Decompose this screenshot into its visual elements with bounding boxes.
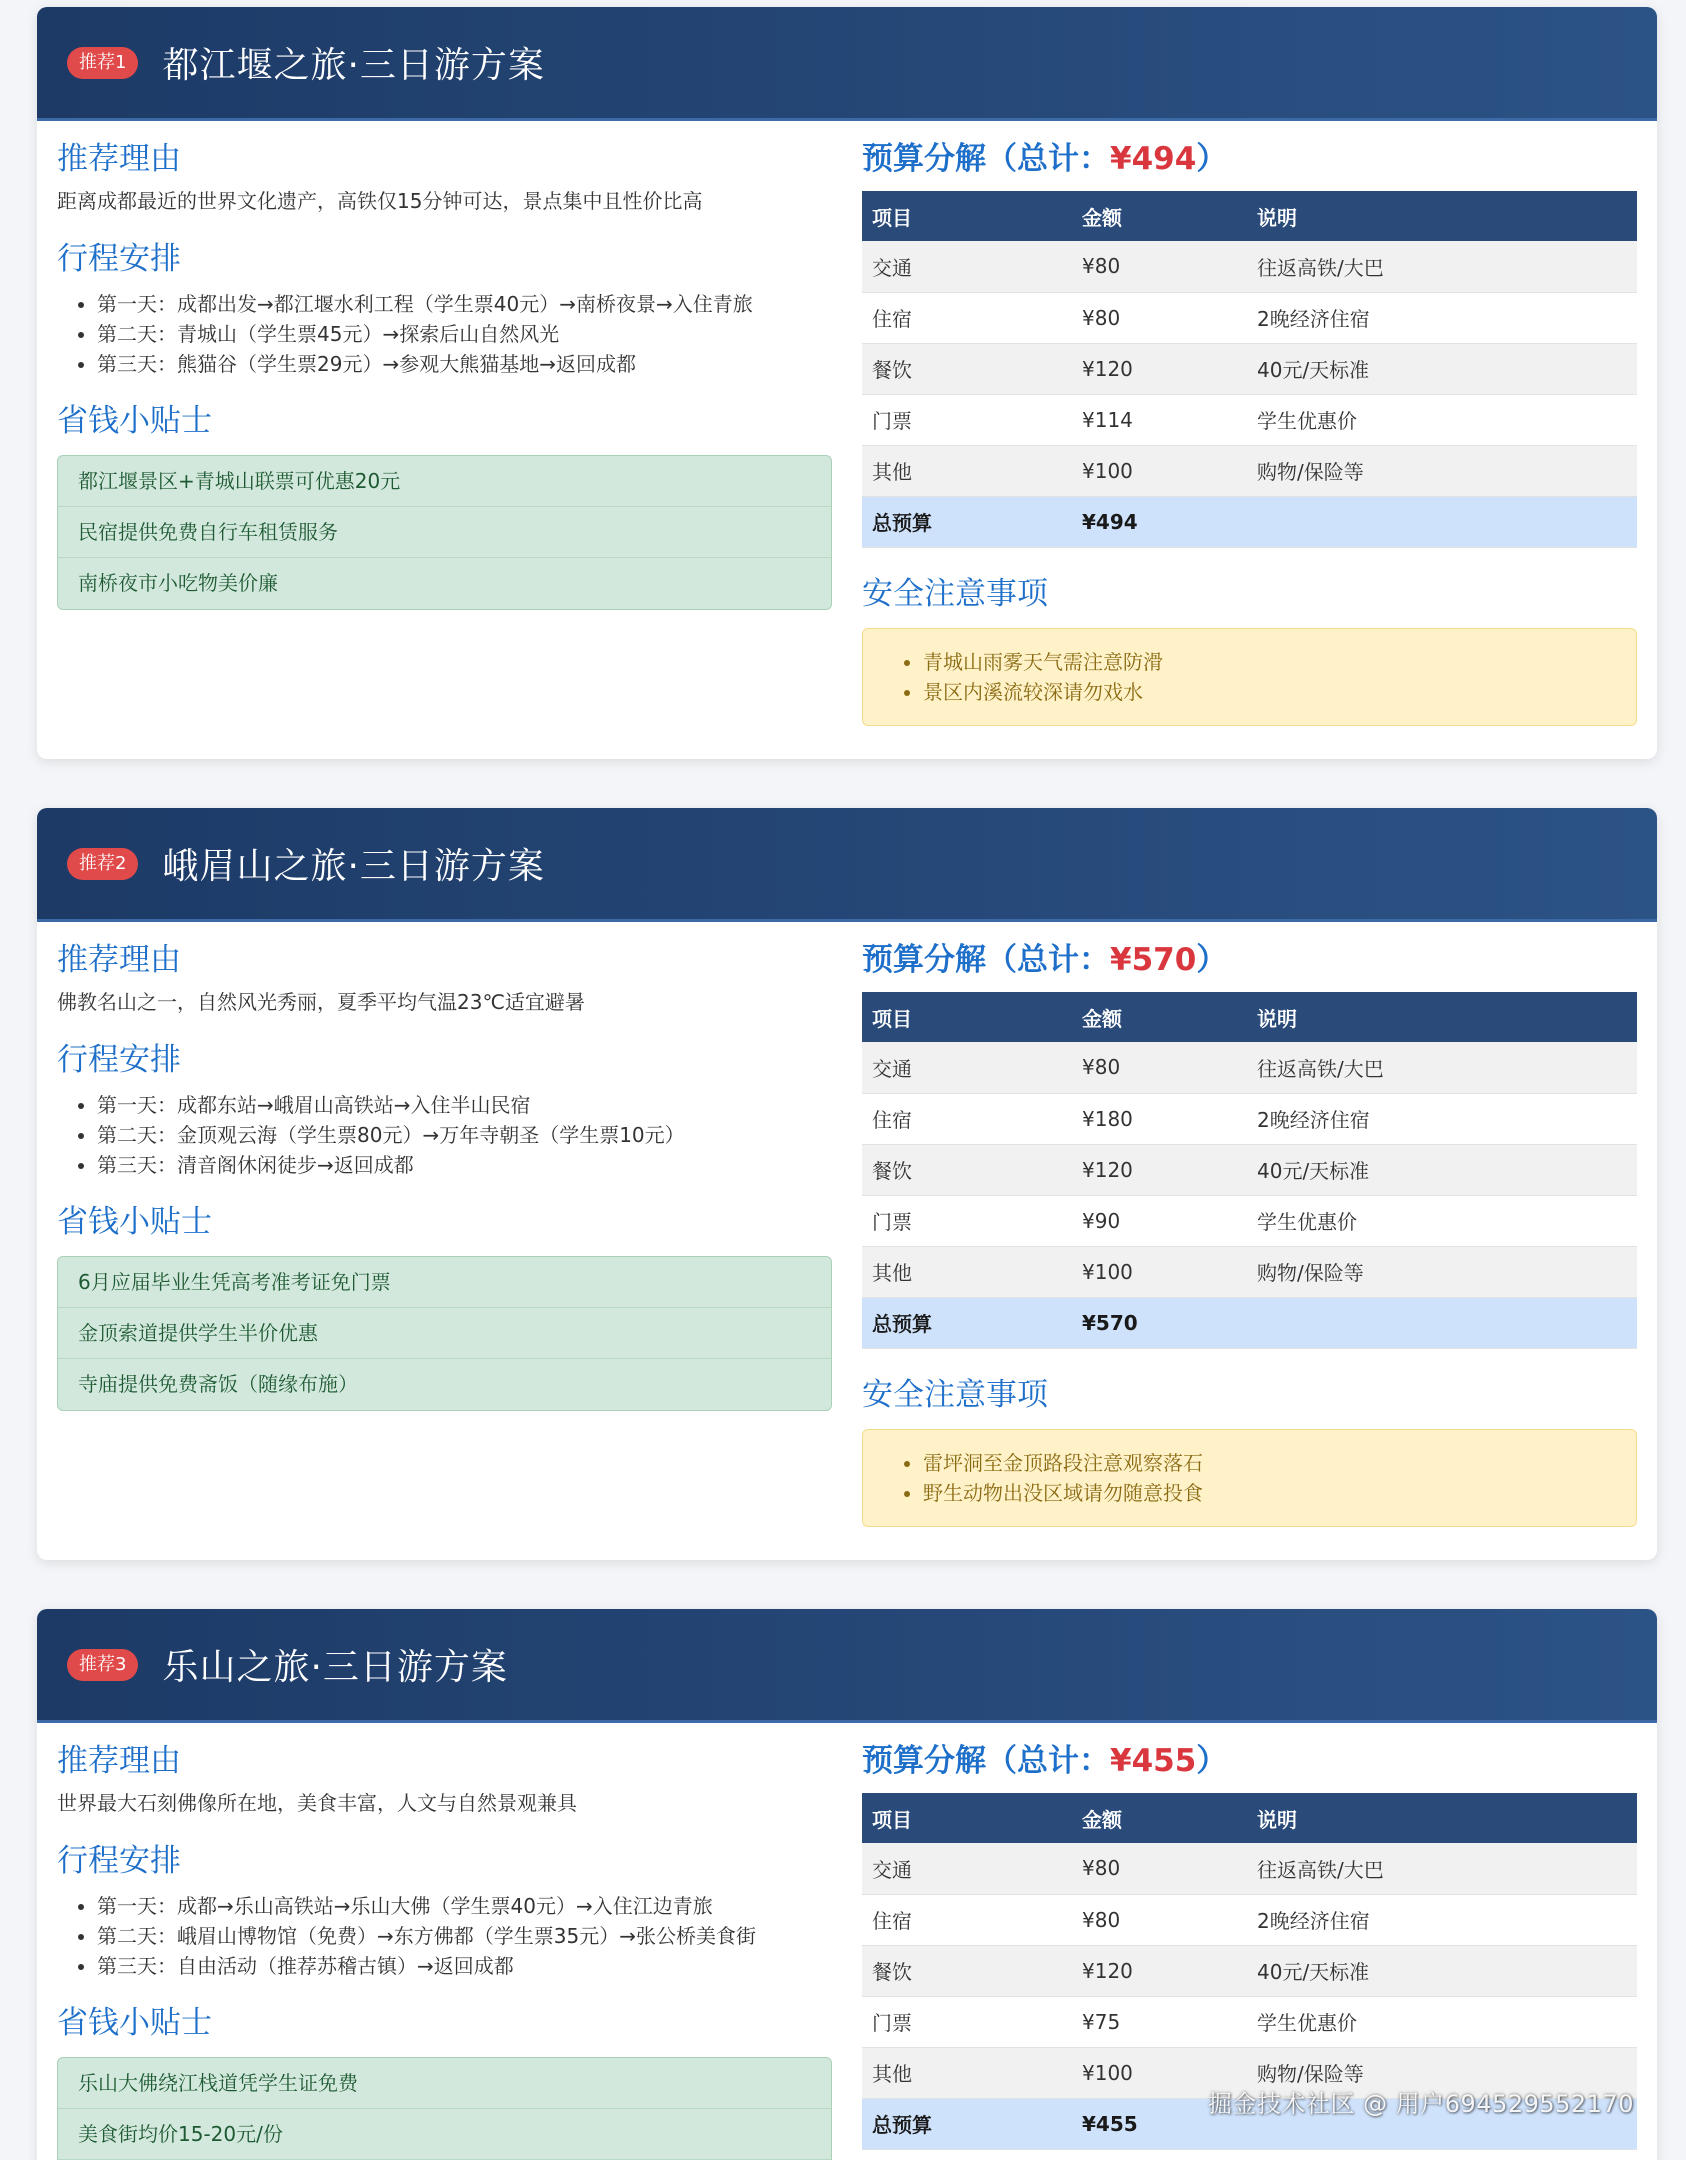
cell-amount: ¥80 bbox=[1072, 1894, 1247, 1945]
tips-box bbox=[57, 455, 832, 610]
cell-item: 住宿 bbox=[862, 1093, 1072, 1144]
cell-item: 门票 bbox=[862, 394, 1072, 445]
budget-heading-label: 预算分解（总计： bbox=[862, 942, 1110, 978]
itinerary-day-2: • 第二天：青城山（学生票45元）→探索后山自然风光 bbox=[97, 319, 832, 349]
cell-note: 学生优惠价 bbox=[1247, 394, 1637, 445]
budget-total: ¥570 bbox=[1110, 942, 1197, 978]
reason-heading: 推荐理由 bbox=[57, 942, 181, 978]
itinerary-list bbox=[57, 1090, 832, 1180]
column-header-note: 说明 bbox=[1247, 1793, 1637, 1843]
column-header-item: 项目 bbox=[862, 1793, 1072, 1843]
table-row bbox=[862, 394, 1637, 445]
cell-note: 购物/保险等 bbox=[1247, 445, 1637, 496]
cell-amount: ¥100 bbox=[1072, 1246, 1247, 1297]
column-header-amount: 金额 bbox=[1072, 191, 1247, 241]
card-header bbox=[37, 808, 1657, 922]
cell-amount: ¥455 bbox=[1072, 2098, 1247, 2149]
cell-note bbox=[1247, 496, 1637, 547]
table-header-row bbox=[862, 1793, 1637, 1843]
reason-text: 佛教名山之一，自然风光秀丽，夏季平均气温23℃适宜避暑 bbox=[57, 990, 585, 1014]
cell-item: 交通 bbox=[862, 1843, 1072, 1894]
safety-item: • 雷坪洞至金顶路段注意观察落石 bbox=[923, 1448, 1616, 1478]
cell-note: 学生优惠价 bbox=[1247, 1195, 1637, 1246]
table-row bbox=[862, 1246, 1637, 1297]
table-row bbox=[862, 292, 1637, 343]
cell-note: 40元/天标准 bbox=[1247, 1945, 1637, 1996]
right-column bbox=[862, 121, 1637, 726]
table-row bbox=[862, 241, 1637, 292]
cell-note: 40元/天标准 bbox=[1247, 343, 1637, 394]
safety-heading: 安全注意事项 bbox=[862, 1376, 1048, 1413]
table-header-row bbox=[862, 992, 1637, 1042]
itinerary-list bbox=[57, 1891, 832, 1981]
cell-item: 餐饮 bbox=[862, 1945, 1072, 1996]
cell-item: 餐饮 bbox=[862, 1144, 1072, 1195]
budget-heading-label: 预算分解（总计： bbox=[862, 141, 1110, 177]
cell-note: 往返高铁/大巴 bbox=[1247, 241, 1637, 292]
rank-badge: 推荐3 bbox=[67, 1649, 138, 1681]
safety-heading: 安全注意事项 bbox=[862, 575, 1048, 612]
itinerary-list bbox=[57, 289, 832, 379]
tips-heading: 省钱小贴士 bbox=[57, 403, 212, 439]
cell-item: 住宿 bbox=[862, 1894, 1072, 1945]
left-column bbox=[57, 1723, 832, 2160]
reason-text: 世界最大石刻佛像所在地，美食丰富，人文与自然景观兼具 bbox=[57, 1791, 577, 1815]
column-header-note: 说明 bbox=[1247, 992, 1637, 1042]
safety-item: • 景区内溪流较深请勿戏水 bbox=[923, 677, 1616, 707]
cell-note: 2晚经济住宿 bbox=[1247, 292, 1637, 343]
cell-note: 购物/保险等 bbox=[1247, 2047, 1637, 2098]
table-row bbox=[862, 1042, 1637, 1093]
cell-item: 总预算 bbox=[862, 496, 1072, 547]
card-header bbox=[37, 7, 1657, 121]
cell-note: 2晚经济住宿 bbox=[1247, 1894, 1637, 1945]
cell-item: 餐饮 bbox=[862, 343, 1072, 394]
cell-amount: ¥494 bbox=[1072, 496, 1247, 547]
cell-amount: ¥90 bbox=[1072, 1195, 1247, 1246]
itinerary-day-2: • 第二天：金顶观云海（学生票80元）→万年寺朝圣（学生票10元） bbox=[97, 1120, 832, 1150]
tip-item: 民宿提供免费自行车租赁服务 bbox=[58, 507, 831, 558]
budget-heading-close: ） bbox=[1196, 141, 1228, 177]
safety-item: • 青城山雨雾天气需注意防滑 bbox=[923, 647, 1616, 677]
tip-item: 6月应届毕业生凭高考准考证免门票 bbox=[58, 1257, 831, 1308]
itinerary-heading: 行程安排 bbox=[57, 1042, 181, 1078]
budget-heading bbox=[862, 940, 1637, 980]
column-header-amount: 金额 bbox=[1072, 992, 1247, 1042]
total-row bbox=[862, 496, 1637, 547]
card-header bbox=[37, 1609, 1657, 1723]
table-row bbox=[862, 1144, 1637, 1195]
tip-item: 乐山大佛绕江栈道凭学生证免费 bbox=[58, 2058, 831, 2109]
tips-heading: 省钱小贴士 bbox=[57, 2005, 212, 2041]
card-body bbox=[37, 121, 1657, 759]
card-body bbox=[37, 922, 1657, 1560]
safety-item: • 野生动物出没区域请勿随意投食 bbox=[923, 1478, 1616, 1508]
column-header-amount: 金额 bbox=[1072, 1793, 1247, 1843]
table-row bbox=[862, 1093, 1637, 1144]
reason-heading: 推荐理由 bbox=[57, 141, 181, 177]
cell-item: 总预算 bbox=[862, 2098, 1072, 2149]
cell-item: 其他 bbox=[862, 1246, 1072, 1297]
itinerary-day-1: • 第一天：成都→乐山高铁站→乐山大佛（学生票40元）→入住江边青旅 bbox=[97, 1891, 832, 1921]
itinerary-day-1: • 第一天：成都东站→峨眉山高铁站→入住半山民宿 bbox=[97, 1090, 832, 1120]
tips-box bbox=[57, 1256, 832, 1411]
table-row bbox=[862, 343, 1637, 394]
cell-note: 2晚经济住宿 bbox=[1247, 1093, 1637, 1144]
budget-heading bbox=[862, 139, 1637, 179]
reason-text: 距离成都最近的世界文化遗产，高铁仅15分钟可达，景点集中且性价比高 bbox=[57, 189, 703, 213]
column-header-item: 项目 bbox=[862, 992, 1072, 1042]
cell-amount: ¥114 bbox=[1072, 394, 1247, 445]
cell-amount: ¥570 bbox=[1072, 1297, 1247, 1348]
left-column bbox=[57, 922, 832, 1411]
cell-amount: ¥75 bbox=[1072, 1996, 1247, 2047]
tip-item: 寺庙提供免费斋饭（随缘布施） bbox=[78, 1372, 358, 1396]
budget-heading-close: ） bbox=[1196, 942, 1228, 978]
cell-amount: ¥100 bbox=[1072, 445, 1247, 496]
cell-note: 往返高铁/大巴 bbox=[1247, 1042, 1637, 1093]
rank-badge: 推荐1 bbox=[67, 47, 138, 79]
cell-note: 购物/保险等 bbox=[1247, 1246, 1637, 1297]
plan-card-1 bbox=[37, 7, 1657, 759]
cell-item: 交通 bbox=[862, 241, 1072, 292]
cell-amount: ¥180 bbox=[1072, 1093, 1247, 1144]
cell-amount: ¥80 bbox=[1072, 241, 1247, 292]
cell-amount: ¥120 bbox=[1072, 343, 1247, 394]
itinerary-day-3: • 第三天：熊猫谷（学生票29元）→参观大熊猫基地→返回成都 bbox=[97, 349, 832, 379]
right-column bbox=[862, 922, 1637, 1527]
tip-item: 金顶索道提供学生半价优惠 bbox=[58, 1308, 831, 1359]
card-title: 峨眉山之旅·三日游方案 bbox=[162, 846, 545, 887]
tip-item: 南桥夜市小吃物美价廉 bbox=[78, 571, 278, 595]
card-title: 乐山之旅·三日游方案 bbox=[162, 1647, 508, 1688]
rank-badge: 推荐2 bbox=[67, 848, 138, 880]
cell-amount: ¥120 bbox=[1072, 1144, 1247, 1195]
cell-item: 交通 bbox=[862, 1042, 1072, 1093]
cell-amount: ¥120 bbox=[1072, 1945, 1247, 1996]
table-row bbox=[862, 1195, 1637, 1246]
itinerary-heading: 行程安排 bbox=[57, 241, 181, 277]
tip-item: 都江堰景区+青城山联票可优惠20元 bbox=[58, 456, 831, 507]
watermark: 掘金技术社区 @ 用户694529552170 bbox=[1208, 2090, 1634, 2118]
plan-card-3 bbox=[37, 1609, 1657, 2160]
cell-item: 门票 bbox=[862, 1195, 1072, 1246]
cell-amount: ¥80 bbox=[1072, 292, 1247, 343]
cell-item: 其他 bbox=[862, 2047, 1072, 2098]
cell-note: 学生优惠价 bbox=[1247, 1996, 1637, 2047]
cell-amount: ¥100 bbox=[1072, 2047, 1247, 2098]
table-row bbox=[862, 1996, 1637, 2047]
cell-item: 住宿 bbox=[862, 292, 1072, 343]
table-row bbox=[862, 445, 1637, 496]
tip-item: 美食街均价15-20元/份 bbox=[58, 2109, 831, 2160]
column-header-item: 项目 bbox=[862, 191, 1072, 241]
budget-heading-close: ） bbox=[1196, 1743, 1228, 1779]
itinerary-day-1: • 第一天：成都出发→都江堰水利工程（学生票40元）→南桥夜景→入住青旅 bbox=[97, 289, 832, 319]
itinerary-heading: 行程安排 bbox=[57, 1843, 181, 1879]
cell-note: 往返高铁/大巴 bbox=[1247, 1843, 1637, 1894]
budget-heading bbox=[862, 1741, 1637, 1781]
itinerary-day-3: • 第三天：自由活动（推荐苏稽古镇）→返回成都 bbox=[97, 1951, 832, 1981]
total-row bbox=[862, 1297, 1637, 1348]
budget-total: ¥494 bbox=[1110, 141, 1197, 177]
itinerary-day-2: • 第二天：峨眉山博物馆（免费）→东方佛都（学生票35元）→张公桥美食街 bbox=[97, 1921, 832, 1951]
column-header-note: 说明 bbox=[1247, 191, 1637, 241]
safety-box bbox=[862, 628, 1637, 726]
budget-total: ¥455 bbox=[1110, 1743, 1197, 1779]
budget-heading-label: 预算分解（总计： bbox=[862, 1743, 1110, 1779]
budget-table bbox=[862, 191, 1637, 548]
cell-item: 总预算 bbox=[862, 1297, 1072, 1348]
tips-heading: 省钱小贴士 bbox=[57, 1204, 212, 1240]
table-row bbox=[862, 1894, 1637, 1945]
plan-card-2 bbox=[37, 808, 1657, 1560]
left-column bbox=[57, 121, 832, 610]
budget-table bbox=[862, 992, 1637, 1349]
cell-item: 其他 bbox=[862, 445, 1072, 496]
card-title: 都江堰之旅·三日游方案 bbox=[162, 45, 545, 86]
table-row bbox=[862, 1843, 1637, 1894]
cell-amount: ¥80 bbox=[1072, 1843, 1247, 1894]
cell-note: 40元/天标准 bbox=[1247, 1144, 1637, 1195]
cell-amount: ¥80 bbox=[1072, 1042, 1247, 1093]
cell-note bbox=[1247, 1297, 1637, 1348]
cell-item: 门票 bbox=[862, 1996, 1072, 2047]
tips-box bbox=[57, 2057, 832, 2160]
safety-box bbox=[862, 1429, 1637, 1527]
itinerary-day-3: • 第三天：清音阁休闲徒步→返回成都 bbox=[97, 1150, 832, 1180]
reason-heading: 推荐理由 bbox=[57, 1743, 181, 1779]
table-header-row bbox=[862, 191, 1637, 241]
table-row bbox=[862, 1945, 1637, 1996]
